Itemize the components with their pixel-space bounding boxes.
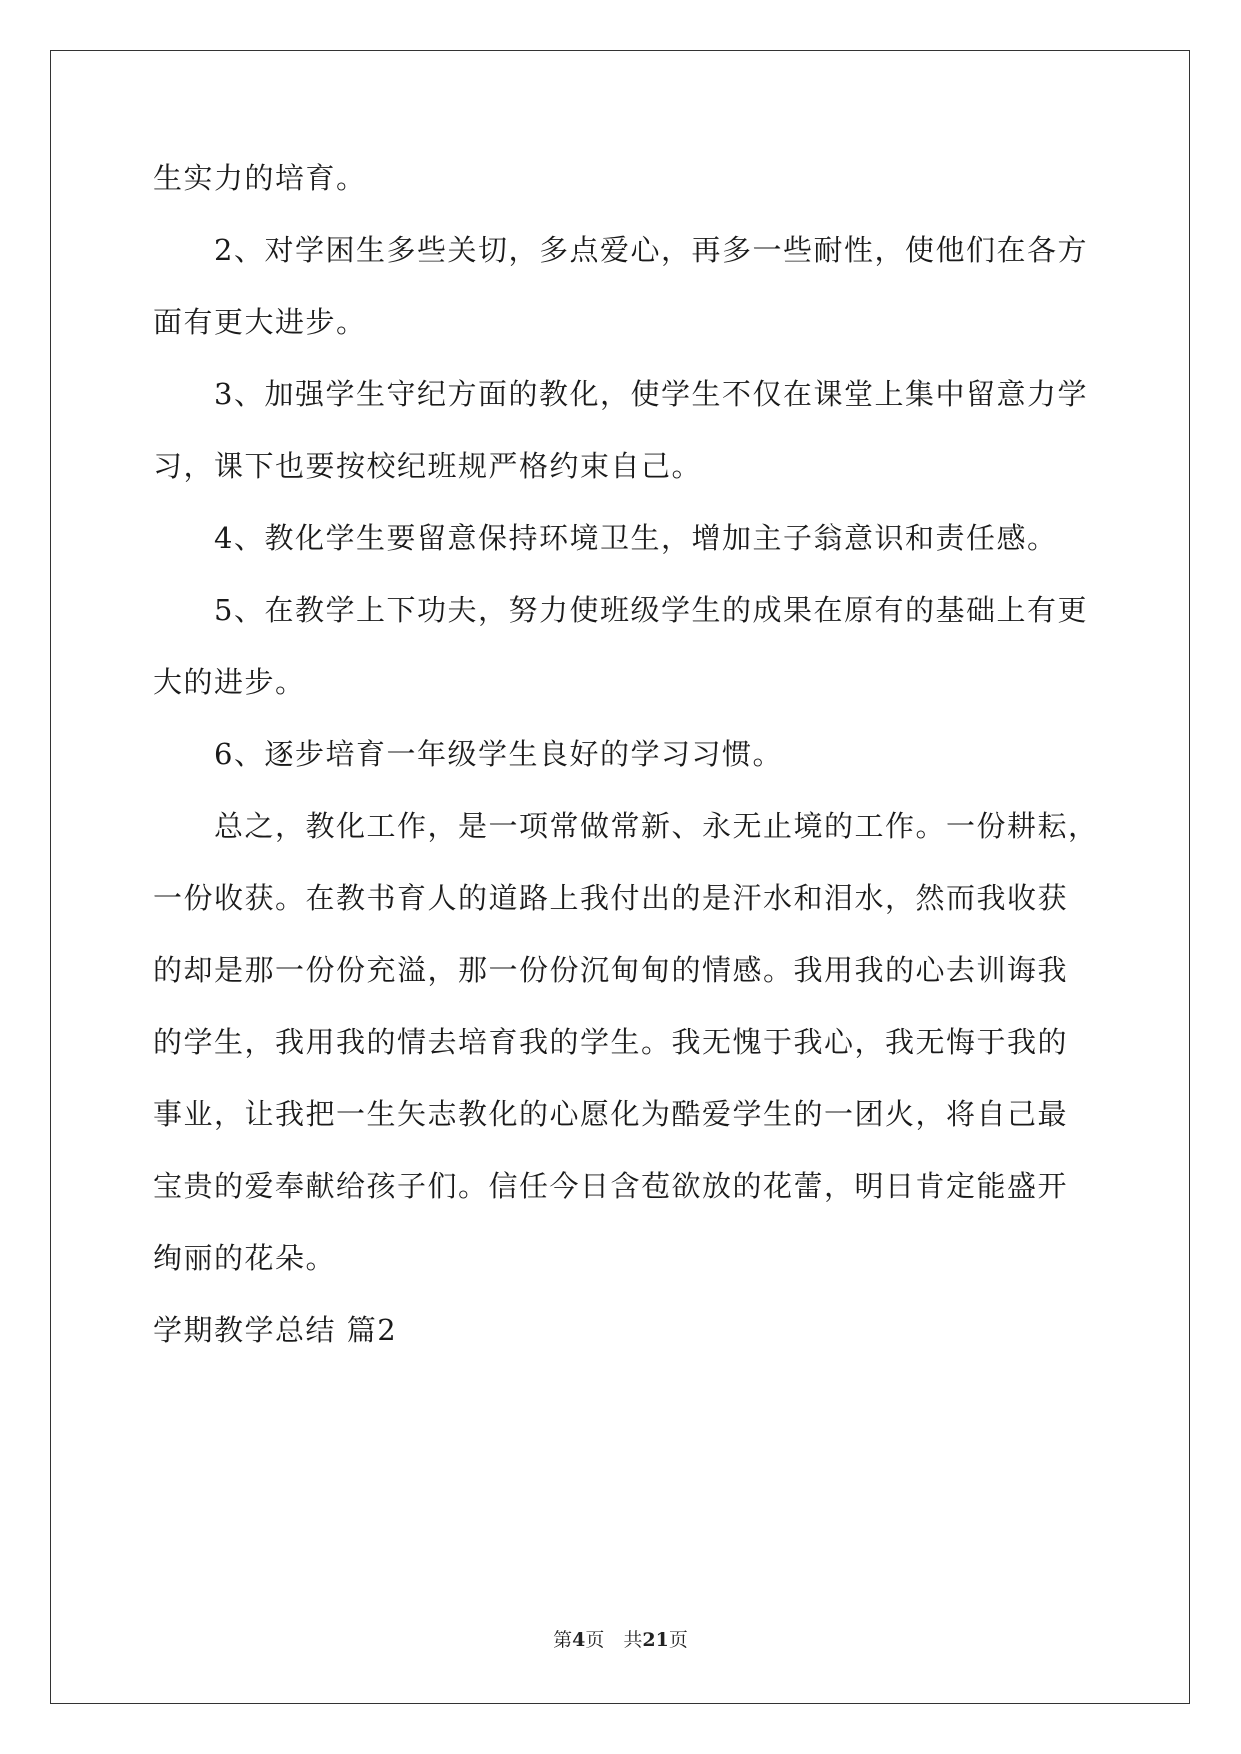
text-line: 的却是那一份份充溢，那一份份沉甸甸的情感。我用我的心去训诲我 — [153, 953, 1069, 987]
text-line: 4、教化学生要留意保持环境卫生，增加主子翁意识和责任感。 — [153, 521, 1058, 555]
text-line: 宝贵的爱奉献给孩子们。信任今日含苞欲放的花蕾，明日肯定能盛开 — [153, 1169, 1069, 1203]
text-line: 面有更大进步。 — [153, 305, 367, 339]
total-page-number: 21 — [642, 1629, 669, 1651]
text-line: 一份收获。在教书育人的道路上我付出的是汗水和泪水，然而我收获 — [153, 881, 1069, 915]
page-number-footer — [0, 1628, 1241, 1652]
footer-prefix: 第 — [553, 1629, 573, 1651]
text-line: 的学生，我用我的情去培育我的学生。我无愧于我心，我无悔于我的 — [153, 1025, 1069, 1059]
text-line: 事业，让我把一生矢志教化的心愿化为酷爱学生的一团火，将自己最 — [153, 1097, 1069, 1131]
text-line: 5、在教学上下功夫，努力使班级学生的成果在原有的基础上有更 — [153, 593, 1088, 627]
text-line: 6、逐步培育一年级学生良好的学习习惯。 — [153, 737, 783, 771]
page-border — [50, 50, 1190, 1704]
text-line: 总之，教化工作，是一项常做常新、永无止境的工作。一份耕耘， — [153, 809, 1099, 843]
text-line: 生实力的培育。 — [153, 161, 367, 195]
text-line: 绚丽的花朵。 — [153, 1241, 337, 1275]
footer-suffix: 页 — [668, 1629, 688, 1651]
text-line: 3、加强学生守纪方面的教化，使学生不仅在课堂上集中留意力学 — [153, 377, 1088, 411]
text-line: 2、对学困生多些关切，多点爱心，再多一些耐性，使他们在各方 — [153, 233, 1088, 267]
current-page-number: 4 — [572, 1629, 586, 1651]
footer-mid: 页 共 — [585, 1629, 643, 1651]
section-heading: 学期教学总结 篇2 — [153, 1313, 398, 1347]
text-line: 大的进步。 — [153, 665, 306, 699]
text-line: 习，课下也要按校纪班规严格约束自己。 — [153, 449, 703, 483]
